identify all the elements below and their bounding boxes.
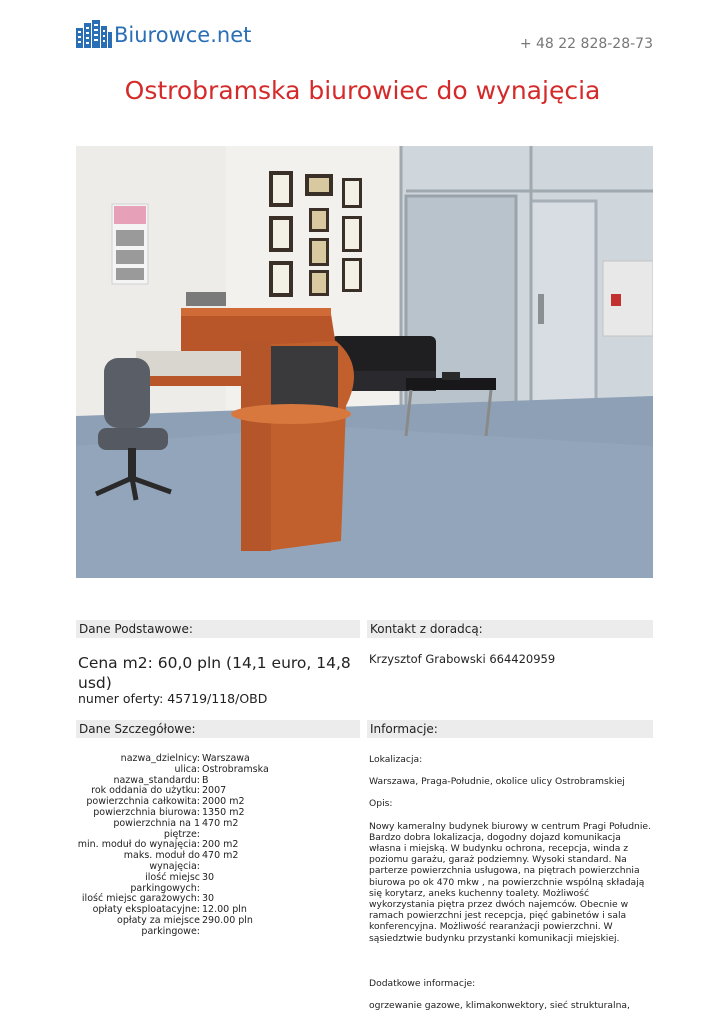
detail-label: ulica: bbox=[174, 763, 200, 775]
detail-value: 290.00 pln bbox=[202, 914, 253, 926]
detail-label: maks. moduł do wynajęcia: bbox=[123, 850, 200, 872]
detail-label: ilość miejsc parkingowych: bbox=[130, 871, 200, 894]
detail-row bbox=[76, 851, 356, 873]
logo-text: Biurowce.net bbox=[114, 23, 252, 47]
detail-row bbox=[76, 916, 356, 938]
detail-label: opłaty eksploatacyjne: bbox=[92, 904, 200, 916]
detail-label: ilość miejsc garażowych: bbox=[81, 893, 200, 905]
contact-person[interactable]: Krzysztof Grabowski 664420959 bbox=[369, 652, 556, 666]
detail-value: Warszawa bbox=[202, 753, 250, 764]
detail-value: 2007 bbox=[202, 785, 227, 797]
additional-label: Dodatkowe informacje: bbox=[369, 977, 476, 989]
description-text: Nowy kameralny budynek biurowy w centrum Pragi Południe. Bardzo dobra lokalizacja, dogodny dojazd komunikacja własna i miejską. W budynku ochrona, recepcja, winda z poziomu garażu, garaż podziemny. Wysoki standard. Na parterze powierzchnia usługowa, na piętrach powierzchnia biurowa po ok 470 mkw , na powierzchnie wspólną składają się korytarz, aneks kuchenny toalety. Możliwość wykorzystania piętra przez dwóch najemców. Obecnie w ramach powierzchni jest recepcja, pięć gabinetów i sala konferencyjna. Możliwość rearanżacji powierzchni. W sąsiedztwie budynku przystanki komunikacji miejskiej. bbox=[369, 820, 651, 944]
detail-value: 30 bbox=[202, 871, 215, 883]
detail-label: powierzchnia na 1 piętrze: bbox=[113, 817, 200, 840]
logo[interactable] bbox=[76, 20, 251, 48]
additional-text: ogrzewanie gazowe, klimakonwektory, sieć strukturalna, bbox=[369, 1000, 630, 1012]
detail-value: B bbox=[202, 774, 209, 786]
page-title: Ostrobramska biurowiec do wynajęcia bbox=[124, 76, 601, 105]
offer-number: numer oferty: 45719/118/OBD bbox=[78, 691, 268, 706]
office-photo-illustration bbox=[76, 146, 653, 578]
location-text: Warszawa, Praga-Południe, okolice ulicy Ostrobramskiej bbox=[369, 776, 625, 788]
detail-label: rok oddania do użytku: bbox=[91, 785, 200, 797]
detail-value: 30 bbox=[202, 893, 215, 905]
detail-row bbox=[76, 873, 356, 895]
detail-label: min. moduł do wynajęcia: bbox=[77, 839, 200, 851]
phone-number[interactable]: + 48 22 828-28-73 bbox=[519, 36, 653, 52]
buildings-logo-icon bbox=[76, 20, 112, 48]
section-info: Informacje: bbox=[367, 720, 653, 738]
price: Cena m2: 60,0 pln (14,1 euro, 14,8 usd) bbox=[78, 654, 351, 692]
detail-value: 1350 m2 bbox=[202, 806, 245, 818]
detail-value: 470 m2 bbox=[202, 850, 239, 862]
detail-row bbox=[76, 765, 356, 776]
office-photo bbox=[76, 146, 653, 578]
detail-value: 2000 m2 bbox=[202, 796, 245, 808]
description-label: Opis: bbox=[369, 798, 393, 810]
info-block bbox=[369, 754, 651, 1022]
location-label: Lokalizacja: bbox=[369, 754, 423, 765]
detail-label: powierzchnia całkowita: bbox=[86, 796, 200, 808]
detail-value: Ostrobramska bbox=[202, 763, 269, 775]
detail-label: opłaty za miejsce parkingowe: bbox=[117, 914, 200, 937]
detail-row bbox=[76, 819, 356, 841]
section-basic: Dane Podstawowe: bbox=[76, 620, 360, 638]
detail-label: nazwa_dzielnicy: bbox=[120, 753, 200, 764]
detail-value: 12.00 pln bbox=[202, 904, 247, 916]
detail-label: nazwa_standardu: bbox=[113, 774, 200, 786]
detail-label: powierzchnia biurowa: bbox=[93, 806, 200, 818]
page-header bbox=[76, 20, 653, 60]
detail-value: 470 m2 bbox=[202, 817, 239, 829]
section-details: Dane Szczegółowe: bbox=[76, 720, 360, 738]
detail-value: 200 m2 bbox=[202, 839, 239, 851]
details-list bbox=[76, 754, 356, 938]
section-contact: Kontakt z doradcą: bbox=[367, 620, 653, 638]
